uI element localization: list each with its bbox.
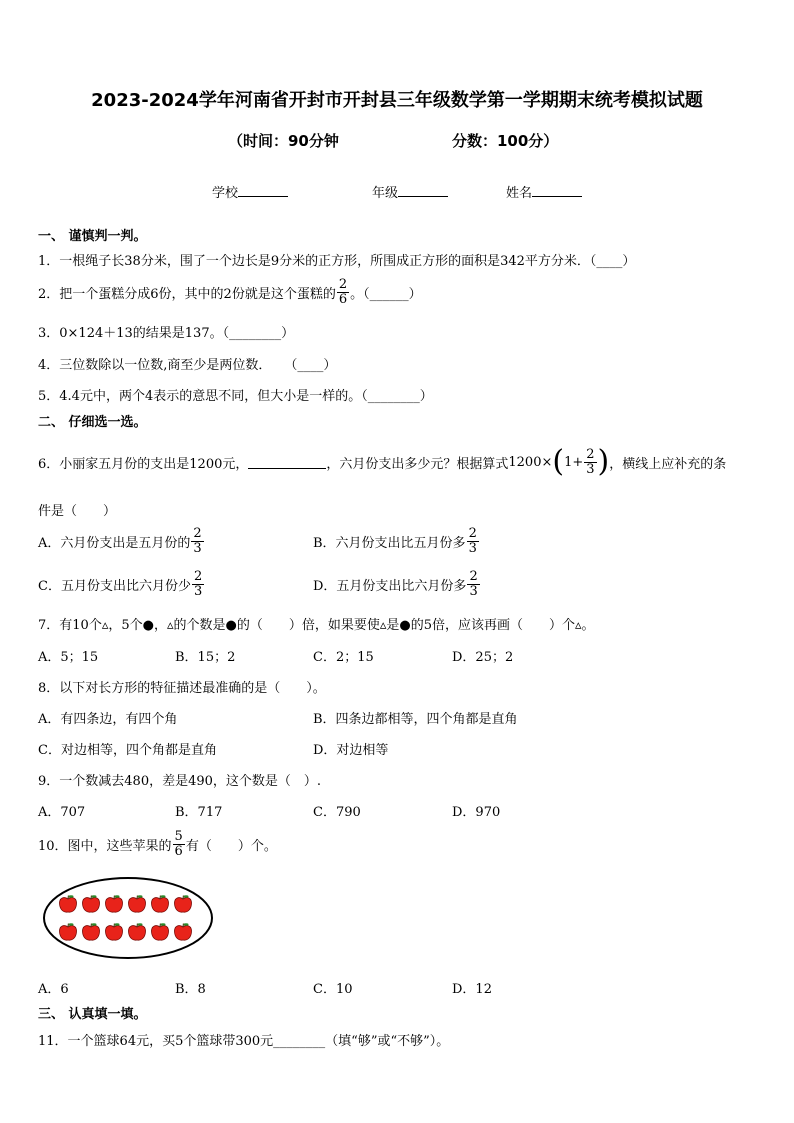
- apple-icon: [127, 922, 146, 941]
- fraction-numerator: 5: [174, 829, 183, 844]
- question-5: 5．4.4元中，两个4表示的意思不同，但大小是一样的。（________）: [38, 389, 433, 404]
- q9-option-b[interactable]: B．717: [175, 805, 223, 820]
- question-1: 1．一根绳子长38分米，围了一个边长是9分米的正方形，所围成正方形的面积是342平方分米．（____）: [38, 254, 636, 269]
- q7-option-c[interactable]: C．2；15: [313, 650, 374, 665]
- question-10-text-end: 有（ ）个。: [185, 839, 277, 854]
- question-10: [38, 830, 277, 859]
- q9-option-c[interactable]: C．790: [313, 805, 361, 820]
- q6-option-b[interactable]: [313, 527, 480, 556]
- apple-icon: [150, 922, 169, 941]
- q7-option-d[interactable]: D．25；2: [452, 650, 514, 665]
- fraction-denominator: 3: [469, 584, 478, 599]
- name-field[interactable]: [506, 182, 582, 201]
- grade-label: 年级: [372, 186, 399, 201]
- question-7: 7．有10个▵，5个●，▵的个数是●的（ ）倍，如果要使▵是●的5倍，应该再画（ ）个▵。: [38, 618, 595, 633]
- school-field[interactable]: [212, 182, 288, 201]
- exam-time: （时间：90分钟: [228, 132, 339, 150]
- question-4: 4．三位数除以一位数,商至少是两位数． （____）: [38, 358, 337, 373]
- apple-icon: [58, 922, 77, 941]
- q7-option-a[interactable]: A．5；15: [38, 650, 99, 665]
- q6-option-a[interactable]: [38, 527, 205, 556]
- question-10-fraction: [173, 830, 185, 859]
- q6-option-d[interactable]: [313, 570, 481, 599]
- question-6-line2: 件是（ ）: [38, 504, 117, 519]
- fraction-numerator: 2: [468, 526, 477, 541]
- q10-option-d[interactable]: D．12: [452, 982, 492, 997]
- left-paren-icon: (: [552, 444, 565, 479]
- question-6-text-mid: ，六月份支出多少元？根据算式: [326, 456, 509, 472]
- exam-score: 分数：100分）: [452, 132, 559, 150]
- question-6-text-end: ，横线上应补充的条: [609, 456, 727, 472]
- apple-icon: [127, 894, 146, 913]
- q10-option-b[interactable]: B．8: [175, 982, 206, 997]
- q6-option-c[interactable]: [38, 570, 205, 599]
- option-fraction: [192, 570, 204, 599]
- q8-option-a[interactable]: A．有四条边，有四个角: [38, 712, 178, 727]
- section-title-1: 一、 谨慎判一判。: [38, 229, 147, 244]
- apple-icon: [58, 894, 77, 913]
- q8-option-c[interactable]: C．对边相等，四个角都是直角: [38, 743, 217, 758]
- apple-icon: [173, 922, 192, 941]
- option-fraction: [467, 570, 479, 599]
- section-title-3: 三、 认真填一填。: [38, 1007, 147, 1022]
- option-fraction: [467, 527, 479, 556]
- apple-icon: [81, 894, 100, 913]
- apple-icon: [104, 894, 123, 913]
- fraction-numerator: 2: [586, 446, 595, 462]
- option-label: A．六月份支出是五月份的: [38, 536, 191, 551]
- option-label: D．五月份支出比六月份多: [313, 579, 467, 594]
- question-8: 8．以下对长方形的特征描述最准确的是（ ）。: [38, 681, 326, 696]
- question-2: [38, 278, 422, 307]
- q8-option-b[interactable]: B．四条边都相等，四个角都是直角: [313, 712, 518, 727]
- question-10-text: 10．图中，这些苹果的: [38, 839, 172, 854]
- apple-icon: [173, 894, 192, 913]
- fraction-denominator: 3: [468, 541, 477, 556]
- question-2-answer: 。（______）: [350, 287, 422, 302]
- q9-option-d[interactable]: D．970: [452, 805, 501, 820]
- apple-icon: [150, 894, 169, 913]
- fraction-numerator: 2: [193, 569, 203, 584]
- fraction-denominator: 6: [174, 844, 183, 859]
- fraction-denominator: 6: [338, 292, 348, 307]
- section-title-2: 二、 仔细选一选。: [38, 415, 147, 430]
- name-label: 姓名: [506, 186, 533, 201]
- school-label: 学校: [212, 186, 239, 201]
- q7-option-b[interactable]: B．15；2: [175, 650, 236, 665]
- option-label: C．五月份支出比六月份少: [38, 579, 191, 594]
- fraction-denominator: 3: [586, 461, 595, 477]
- fraction-denominator: 3: [193, 541, 202, 556]
- grade-field[interactable]: [372, 182, 448, 201]
- question-2-fraction: [337, 278, 349, 307]
- fraction-numerator: 2: [469, 569, 478, 584]
- exam-title: 2023-2024学年河南省开封市开封县三年级数学第一学期期末统考模拟试题: [91, 90, 703, 111]
- question-6-text: 6．小丽家五月份的支出是1200元，: [38, 456, 249, 472]
- ellipse-border: [42, 876, 214, 960]
- question-2-text: 2．把一个蛋糕分成6份，其中的2份就是这个蛋糕的: [38, 287, 336, 302]
- option-label: B．六月份支出比五月份多: [313, 536, 466, 551]
- q10-option-c[interactable]: C．10: [313, 982, 353, 997]
- question-6-formula-inner: 1+: [564, 454, 584, 470]
- q10-option-a[interactable]: A．6: [38, 982, 69, 997]
- fraction-numerator: 2: [193, 526, 202, 541]
- right-paren-icon: ): [597, 444, 610, 479]
- q9-option-a[interactable]: A．707: [38, 805, 86, 820]
- question-6-blank[interactable]: [248, 456, 326, 469]
- q8-option-d[interactable]: D．对边相等: [313, 743, 389, 758]
- grade-blank[interactable]: [398, 184, 448, 197]
- question-6-formula: 1200×: [508, 454, 553, 470]
- option-fraction: [191, 527, 203, 556]
- apple-icon: [81, 922, 100, 941]
- question-3: 3．0×124＋13的结果是137。（________）: [38, 326, 295, 341]
- school-blank[interactable]: [238, 184, 288, 197]
- fraction-numerator: 2: [338, 277, 348, 292]
- question-9: 9．一个数减去480，差是490，这个数是（ ）.: [38, 774, 322, 789]
- apple-figure: [42, 876, 214, 960]
- name-blank[interactable]: [532, 184, 582, 197]
- apple-icon: [104, 922, 123, 941]
- question-11: 11．一个篮球64元，买5个篮球带300元________（填“够”或“不够”）。: [38, 1034, 450, 1049]
- fraction-denominator: 3: [193, 584, 203, 599]
- question-6: [38, 440, 726, 484]
- question-6-fraction: [584, 448, 596, 477]
